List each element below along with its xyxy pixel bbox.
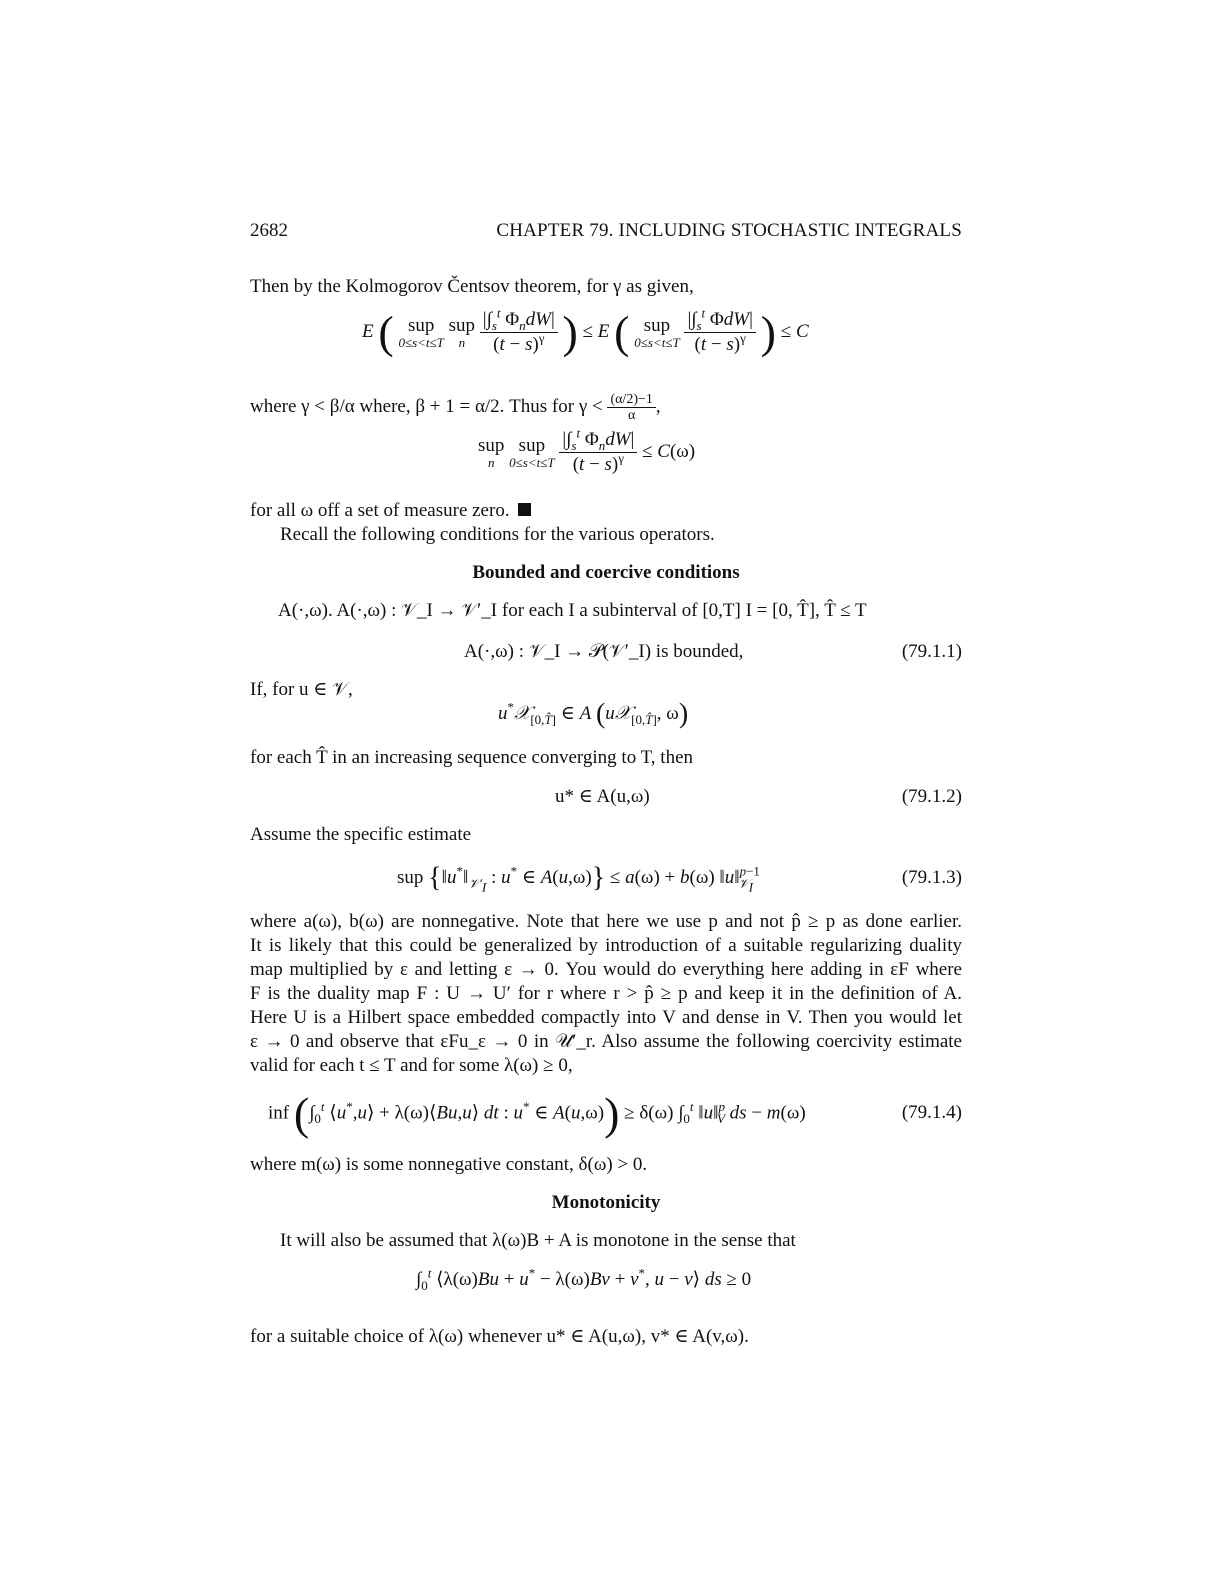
text-line: where a(ω), b(ω) are nonnegative. Note that here we use p and not p̂ ≥ p as done earlier.	[250, 911, 962, 932]
text-line: Here U is a Hilbert space embedded compactly into V and dense in V. Then you would let	[250, 1007, 962, 1028]
equation-79-1-2-body: u* ∈ A(u,ω)	[555, 786, 650, 807]
paragraph-operator-def: A(·,ω). A(·,ω) : 𝒱_I → 𝒱′_I for each I a subinterval of [0,T] I = [0, T̂], T̂ ≤ T	[278, 600, 867, 621]
paragraph-increasing-sequence: for each T̂ in an increasing sequence converging to T, then	[250, 747, 694, 768]
paragraph-suitable-choice: for a suitable choice of λ(ω) whenever u* ∈ A(u,ω), v* ∈ A(v,ω).	[250, 1326, 749, 1347]
equation-79-1-4-body: inf ($\int_0^t$ ⟨u*,u⟩ + λ(ω)⟨Bu,u⟩ dt : u* ∈ A(u,ω)) ≥ δ(ω) $\int_0^t$ ‖u‖$^p_V$ ds − m(ω)	[268, 1088, 806, 1139]
equation-number: (79.1.1)	[901, 641, 962, 662]
paragraph-nonnegative-constant: where m(ω) is some nonnegative constant, δ(ω) > 0.	[250, 1154, 648, 1175]
text-line: It is likely that this could be generalized by introduction of a suitable regularizing duality	[250, 935, 962, 956]
paragraph-duality-map	[250, 910, 962, 1078]
equation-sup-bound: sup n sup 0≤s<t≤T $\frac{|\int_s^t \Phi_ndW|}{(t - s)^\gamma}$ ≤ C(ω)	[478, 425, 696, 475]
equation-number: (79.1.2)	[901, 786, 962, 807]
paragraph-kolmogorov: Then by the Kolmogorov Čentsov theorem, for γ as given,	[250, 276, 694, 297]
document-page	[250, 0, 962, 1584]
equation-indicator-inclusion: u*𝒳$_{[0,T̂]}$ ∈ A (u𝒳$_{[0,T̂]}$, ω)	[498, 698, 689, 730]
equation-79-1-1-body: A(·,ω) : 𝒱_I → 𝒫(𝒱′_I) is bounded,	[464, 641, 744, 662]
equation-number: (79.1.3)	[901, 867, 962, 888]
paragraph-gamma-condition: where γ < β/α where, β + 1 = α/2. Thus for γ < $\frac{(\alpha/2)-1}{\alpha}$ ,	[250, 392, 661, 423]
section-heading-monotonicity: Monotonicity	[551, 1192, 661, 1213]
measure-zero-text: for all ω off a set of measure zero.	[250, 500, 510, 521]
frac-numerator: (α/2)−1	[607, 392, 655, 408]
text-line: map multiplied by ε and letting ε → 0. You would do everything here adding in εF where	[250, 959, 962, 980]
chapter-title: CHAPTER 79. INCLUDING STOCHASTIC INTEGRALS	[496, 220, 962, 241]
equation-monotone-integral: $\int_0^t$ ⟨λ(ω)Bu + u* − λ(ω)Bv + v*, u − v⟩ ds ≥ 0	[416, 1265, 752, 1293]
section-heading-bounded-coercive: Bounded and coercive conditions	[472, 562, 740, 583]
equation-kolmogorov-estimate: E ( sup 0≤s<t≤T sup n $\frac{|\int_s^t \Phi_ndW|}{(t - s)^\gamma}$ ) ≤ E ( sup 0≤s<t≤T $\frac{|\int_s^t \Phi dW|}{(t - s)^\gamma}$ ) ≤ C	[362, 305, 809, 358]
paragraph-assume-estimate: Assume the specific estimate	[250, 824, 472, 845]
text-line: F is the duality map F : U → U′ for r where r > p̂ ≥ p and keep it in the definition of A.	[250, 983, 962, 1004]
paragraph-recall: Recall the following conditions for the various operators.	[280, 524, 715, 545]
paragraph-measure-zero	[250, 499, 962, 523]
equation-79-1-3-body: sup {$‖u^*‖_{𝒱'_I}$ : u* ∈ A(u,ω)} ≤ a(ω) + b(ω) ‖u‖$^{p-1}_{𝒱_I}$	[397, 862, 760, 895]
page-number: 2682	[250, 220, 288, 241]
frac-denominator: α	[627, 408, 636, 423]
equation-number: (79.1.4)	[901, 1102, 962, 1123]
text-line: valid for each t ≤ T and for some λ(ω) ≥ 0,	[250, 1055, 573, 1076]
gamma-condition-text: where γ < β/α where, β + 1 = α/2. Thus for γ <	[250, 395, 603, 417]
paragraph-if-u: If, for u ∈ 𝒱,	[250, 679, 353, 700]
text-line: ε → 0 and observe that εFu_ε → 0 in 𝒰′_r. Also assume the following coercivity estimate	[250, 1031, 962, 1052]
paragraph-monotone: It will also be assumed that λ(ω)B + A is monotone in the sense that	[280, 1230, 796, 1251]
qed-square-icon	[518, 503, 531, 516]
